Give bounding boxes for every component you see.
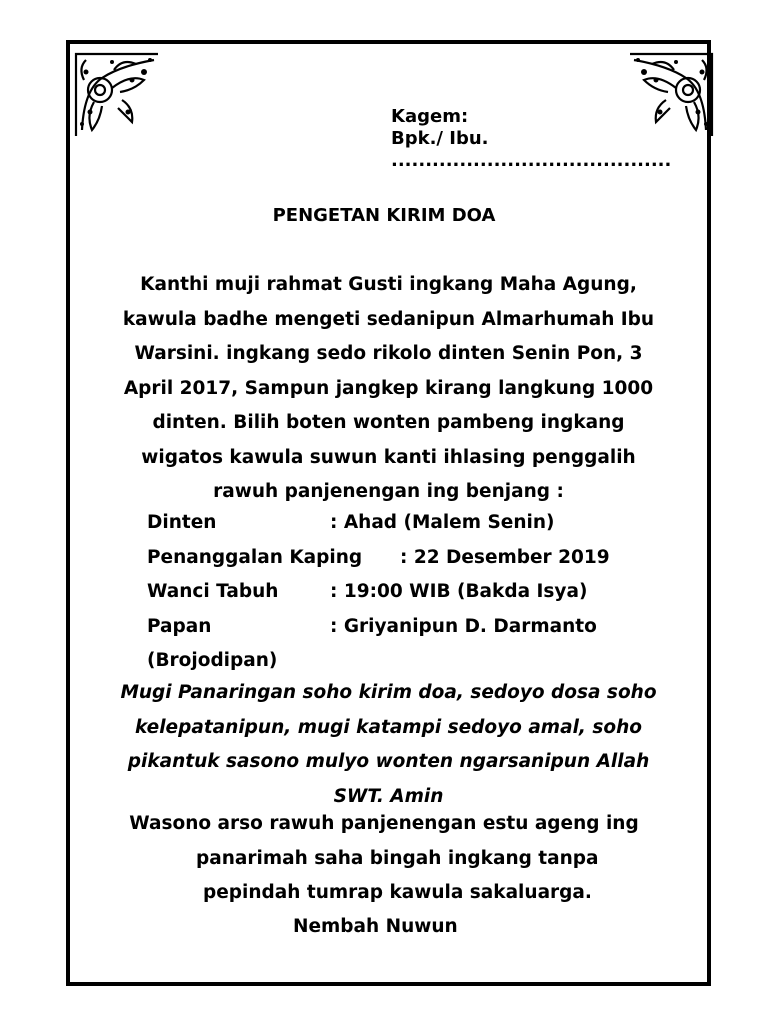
intro-line: kawula badhe mengeti sedanipun Almarhumah Ibu	[122, 308, 655, 330]
prayer-line: pikantuk sasono mulyo wonten ngarsanipun Allah	[127, 751, 650, 772]
intro-line: Kanthi muji rahmat Gusti ingkang Maha Agung,	[140, 274, 637, 295]
detail-label: Papan	[147, 615, 212, 637]
recipient-name-blank: .........................................	[391, 150, 672, 171]
prayer-line: kelepatanipun, mugi katampi sedoyo amal, soho	[135, 716, 642, 738]
closing-line: panarimah saha bingah ingkang tanpa	[196, 848, 599, 869]
detail-label: Penanggalan Kaping	[147, 546, 363, 568]
intro-line: wigatos kawula suwun kanti ihlasing penggalih	[141, 446, 636, 468]
detail-row-penanggalan	[147, 541, 610, 576]
detail-row-dinten	[147, 506, 610, 541]
detail-value: : 19:00 WIB (Bakda Isya)	[330, 581, 588, 602]
detail-value: : Ahad (Malem Senin)	[330, 512, 555, 533]
closing-signoff: Nembah Nuwun	[293, 916, 458, 937]
intro-paragraph	[86, 268, 691, 510]
recipient-block	[391, 106, 671, 172]
intro-line: rawuh panjenengan ing benjang :	[213, 481, 564, 502]
document-title: PENGETAN KIRIM DOA	[272, 205, 496, 226]
recipient-label: Kagem:	[391, 106, 469, 127]
closing-line: pepindah tumrap kawula sakaluarga.	[203, 882, 592, 903]
prayer-paragraph	[80, 676, 697, 814]
intro-line: April 2017, Sampun jangkep kirang langkung 1000	[123, 377, 654, 399]
recipient-salutation: Bpk./ Ibu.	[391, 128, 489, 149]
event-details	[147, 506, 610, 679]
intro-line: dinten. Bilih boten wonten pambeng ingkang	[152, 412, 625, 433]
detail-row-papan	[147, 610, 610, 645]
detail-label: Dinten	[147, 512, 217, 533]
prayer-line: Mugi Panaringan soho kirim doa, sedoyo dosa soho	[120, 682, 657, 703]
intro-line: Warsini. ingkang sedo rikolo dinten Senin Pon, 3	[134, 343, 643, 364]
closing-line: Wasono arso rawuh panjenengan estu ageng ing	[129, 813, 639, 834]
detail-value: : 22 Desember 2019	[400, 546, 610, 568]
floral-ornament-icon	[72, 50, 162, 140]
detail-label: Wanci Tabuh	[147, 581, 279, 602]
detail-value: : Griyanipun D. Darmanto	[330, 615, 597, 637]
detail-row-wanci	[147, 575, 610, 610]
prayer-line: SWT. Amin	[333, 785, 444, 807]
detail-value-continuation: (Brojodipan)	[147, 650, 278, 671]
